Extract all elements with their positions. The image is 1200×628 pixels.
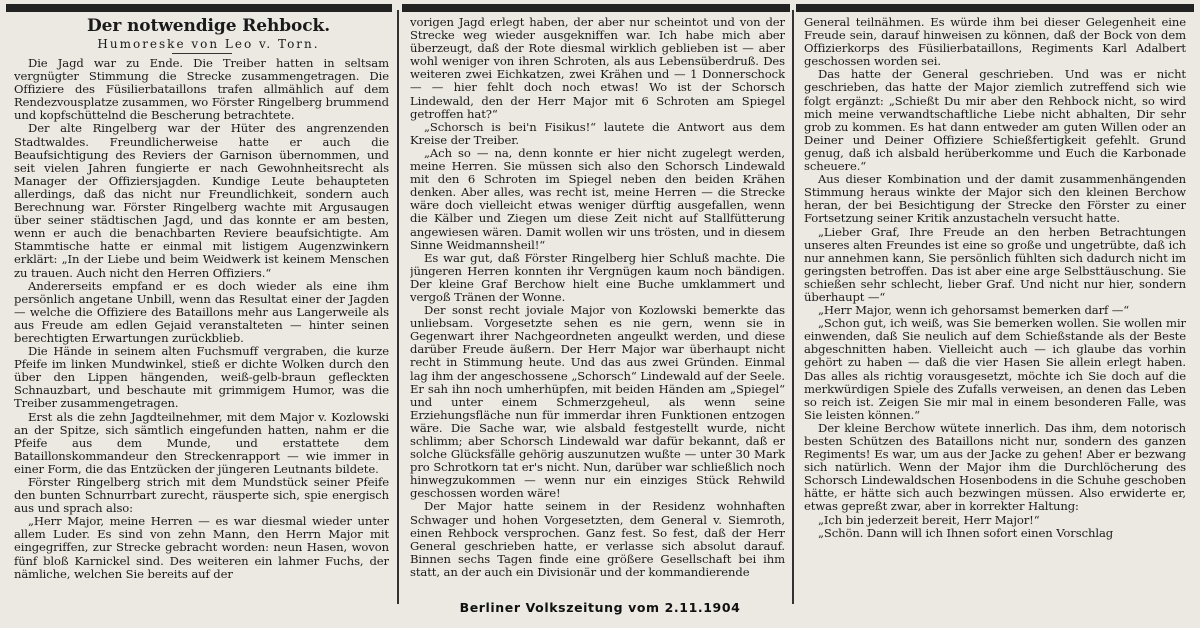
- column-divider-1: [397, 10, 399, 604]
- paragraph: Andererseits empfand er es doch wieder als eine ihm persönlich angetane Unbill, wenn das Resultat einer der Jagden — welche die Offiziere des Bataillons mehr aus Langerweile als aus Freude am edlen Gejaid veranstalteten — hinter seinen berechtigten Erwartungen zurückblieb.: [14, 278, 389, 345]
- paragraph: Der alte Ringelberg war der Hüter des angrenzenden Stadtwaldes. Freundlicherweise hatte er auch die Beaufsichtigung des Reviers der Garnison übernommen, und seit vielen Jahren fungierte er nach Gewohnheitsrecht als Manager der Offiziersjagden. Kundige Leute behaupteten allerdings, daß das nicht nur Freundlichkeit, sondern auch Berechnung war. Förster Ringelberg wachte mit Argusaugen über seiner städtischen Jagd, und das konnte er am besten, wenn er auch die benachbarten Reviere beaufsichtigte. Am Stammtische hatte er einmal mit listigem Augenzwinkern erklärt: „In der Liebe und beim Weidwerk ist keinem Menschen zu trauen. Auch nicht den Herren Offiziers.“: [14, 121, 389, 280]
- column-top-rule-2: [402, 4, 790, 12]
- paragraph: „Ich bin jederzeit bereit, Herr Major!“: [818, 512, 1040, 527]
- paragraph: „Herr Major, wenn ich gehorsamst bemerken darf —“: [818, 303, 1130, 318]
- paragraph: „Herr Major, meine Herren — es war diesmal wieder unter allem Luder. Es sind von zehn Mann, den Herrn Major mit eingegriffen, zur Strecke gebracht worden: neun Hasen, wovon fünf bloß Karnickel sind. Des weiteren ein lahmer Fuchs, der nämliche, welchen Sie bereits auf der: [14, 514, 389, 581]
- paragraph: Das hatte der General geschrieben. Und was er nicht geschrieben, das hatte der Major ziemlich zutreffend sich wie folgt ergänzt: „Schießt Du mir aber den Rehbock nicht, so wird mich meine verwandtschaftliche Liebe nicht abhalten, Dir sehr grob zu kommen. Es hat dann entweder am guten Willen oder an Deiner und Deiner Offiziere Schießfertigkeit gefehlt. Grund genug, daß ich alsbald herüberkomme und Euch die Karbonade scheuere.“: [804, 67, 1186, 174]
- paragraph: vorigen Jagd erlegt haben, der aber nur scheintot und von der Strecke weg wieder ausgekniffen war. Ich habe mich aber überzeugt, daß der Rote diesmal wirklich geblieben ist — aber wohl weniger von ihren Schroten, als aus Lebensüberdruß. Des weiteren zwei Eichkatzen, zwei Krähen und — 1 Donnerschock — — hier fehlt doch noch etwas! Wo ist der Schorsch Lindewald, den der Herr Major mit 6 Schroten am Spiegel getroffen hat?“: [410, 16, 785, 121]
- paragraph: „Lieber Graf, Ihre Freude an den herben Betrachtungen unseres alten Freundes ist eine so große und ungetrübte, daß ich nur annehmen kann, Sie persönlich fühlten sich dadurch nicht im geringsten betroffen. Das ist aber eine arge Selbsttäuschung. Sie schießen sehr schlecht, lieber Graf. Und nicht nur hier, sondern überhaupt —“: [804, 224, 1186, 304]
- article-column-2: [410, 16, 785, 604]
- paragraph: „Schorsch is bei'n Fisikus!“ lautete die Antwort aus dem Kreise der Treiber.: [410, 119, 785, 147]
- title-separator: [172, 53, 232, 54]
- paragraph: „Schon gut, ich weiß, was Sie bemerken wollen. Sie wollen mir einwenden, daß Sie neulich auf dem Schießstande als der Beste abgeschnitten haben. Vielleicht auch — ich glaube das vorhin gehört zu haben — daß die vier Hasen Sie allein erlegt haben. Das alles als richtig vorausgesetzt, möchte ich Sie doch auf die merkwürdigen Spiele des Zufalls verweisen, an denen das Leben so reich ist. Zeigen Sie mir mal in einem besonderen Falle, was Sie leisten können.“: [804, 316, 1186, 422]
- article-column-1: [14, 16, 389, 604]
- article-subtitle: Humoreske von Leo v. Torn.: [97, 37, 320, 51]
- source-caption: Berliner Volkszeitung vom 2.11.1904: [459, 600, 741, 615]
- column-divider-2: [792, 10, 794, 604]
- paragraph: Die Jagd war zu Ende. Die Treiber hatten in seltsam vergnügter Stimmung die Strecke zusammengetragen. Die Offiziere des Füsilierbataillons trafen allmählich auf dem Rendezvousplatze zusammen, wo Förster Ringelberg brummend und kopfschüttelnd die Bescherung betrachtete.: [14, 56, 389, 123]
- paragraph: General teilnähmen. Es würde ihm bei dieser Gelegenheit eine Freude sein, darauf hinweisen zu können, daß der Bock von dem Offizierkorps des Füsilierbataillons, Regiments Karl Adalbert geschossen worden sei.: [804, 16, 1186, 69]
- column-top-rule-3: [796, 4, 1194, 12]
- paragraph: Es war gut, daß Förster Ringelberg hier Schluß machte. Die jüngeren Herren konnten ihr Vergnügen kaum noch bändigen. Der kleine Graf Berchow hielt eine Buche umklammert und vergoß Tränen der Wonne.: [410, 250, 785, 304]
- paragraph: Der sonst recht joviale Major von Kozlowski bemerkte das unliebsam. Vorgesetzte sehen es nie gern, wenn sie in Gegenwart ihrer Nachgeordneten angeulkt werden, und diese darüber Freude äußern. Der Herr Major war überhaupt nicht recht in Stimmung heute. Und das aus zwei Gründen. Einmal lag ihm der angeschossene „Schorsch“ Lindewald auf der Seele. Er sah ihn noch umherhüpfen, mit beiden Händen am „Spiegel“ und unter einem Schmerzgeheul, als wenn seine Erziehungsfläche nun für immerdar ihren Funktionen entzogen wäre. Die Sache war, wie alsbald festgestellt wurde, nicht schlimm; aber Schorsch Lindewald war dafür bekannt, daß er solche Glücksfälle gehörig auszunutzen wußte — unter 30 Mark pro Schrotkorn tat er's nicht. Nun, darüber war schließlich noch hinwegzukommen — wenn nur ein einziges Stück Rehwild geschossen worden wäre!: [410, 303, 785, 501]
- paragraph: „Ach so — na, denn konnte er hier nicht zugelegt werden, meine Herren. Sie müssen sich also den Schorsch Lindewald mit den 6 Schroten im Spiegel neben den beiden Krähen denken. Aber alles, was recht ist, meine Herren — die Strecke wäre doch vielleicht etwas weniger dürftig ausgefallen, wenn die Kälber und Ziegen um diese Zeit nicht auf Stallfütterung angewiesen wären. Damit wollen wir uns trösten, und in diesem Sinne Weidmannsheil!“: [410, 145, 785, 252]
- paragraph: Förster Ringelberg strich mit dem Mundstück seiner Pfeife den bunten Schnurrbart zurecht, räusperte sich, spie energisch aus und sprach also:: [14, 475, 389, 516]
- article-column-3: [804, 16, 1186, 604]
- paragraph: Der Major hatte seinem in der Residenz wohnhaften Schwager und hohen Vorgesetzten, dem General v. Siemroth, einen Rehbock versprochen. Ganz fest. So fest, daß der Herr General geschrieben hatte, er verlasse sich absolut darauf. Binnen sechs Tagen finde eine größere Gesellschaft bei ihm statt, an der auch ein Divisionär und der kommandierende: [410, 499, 785, 579]
- paragraph: „Schön. Dann will ich Ihnen sofort einen Vorschlag: [818, 525, 1114, 540]
- column-top-rule-1: [6, 4, 392, 12]
- paragraph: Aus dieser Kombination und der damit zusammenhängenden Stimmung heraus winkte der Major sich den kleinen Berchow heran, der bei Besichtigung der Strecke den Förster zu einer Fortsetzung seiner Kritik anzustacheln versucht hatte.: [804, 172, 1186, 226]
- paragraph: Die Hände in seinem alten Fuchsmuff vergraben, die kurze Pfeife im linken Mundwinkel, stieß er dichte Wolken durch den über den Lippen hängenden, weiß-gelb-braun gefleckten Schnauzbart, und beschaute mit grimmigem Humor, was die Treiber zusammengetragen.: [14, 344, 389, 411]
- paragraph: Der kleine Berchow wütete innerlich. Das ihm, dem notorisch besten Schützen des Bataillons nicht nur, sondern des ganzen Regiments! Es war, um aus der Jacke zu gehen! Aber er bezwang sich natürlich. Wenn der Major ihm die Durchlöcherung des Schorsch Lindewaldschen Hosenbodens in die Schuhe geschoben hätte, er hätte sich auch bezwingen müssen. Also erwiderte er, etwas gepreßt zwar, aber in korrekter Haltung:: [804, 420, 1186, 514]
- article-title: Der notwendige Rehbock.: [86, 16, 331, 36]
- paragraph: Erst als die zehn Jagdteilnehmer, mit dem Major v. Kozlowski an der Spitze, sich sämtlich eingefunden hatten, nahm er die Pfeife aus dem Munde, und erstattete dem Bataillonskommandeur den Streckenrapport — wie immer in einer Form, die das Entzücken der jüngeren Leutnants bildete.: [14, 409, 389, 476]
